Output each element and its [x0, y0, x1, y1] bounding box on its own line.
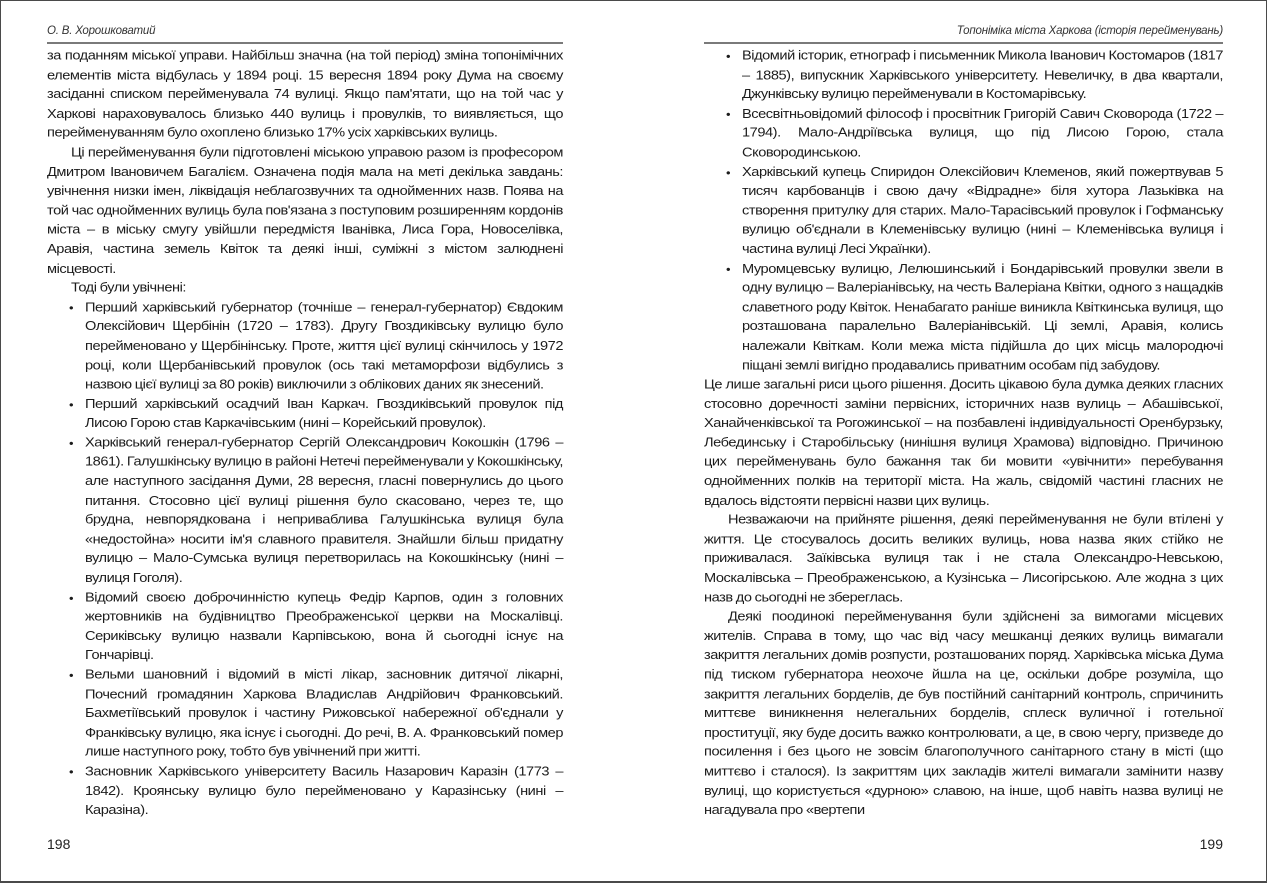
list-item-text: Перший харківський губернатор (точніше – генерал-губернатор) Євдоким Олексійович Щербінін (1720 – 1783). Другу Гвоздиківську вулицю було перейменовано у Щербінінську. Проте, життя цієї вулиці скінчилось у 1972 році, коли Щербанівський провулок (ось такі метаморфози відбулись з назвою цієї вулиці за 80 років) виключили з облікових даних як знесений. — [85, 300, 563, 392]
header-rule — [47, 42, 563, 44]
list-item-text: Всесвітньовідомий філософ і просвітник Григорій Савич Сковорода (1722 – 1794). Мало-Андріївська вулиця, що під Лисою Горою, стала Сковородинською. — [742, 106, 1223, 160]
list-item — [704, 47, 1223, 105]
right-page — [704, 1, 1223, 881]
bullet-list — [47, 298, 563, 820]
list-item-text: Вельми шановний і відомий в місті лікар, засновник дитячої лікарні, Почесний громадянин Харкова Владислав Андрійович Франковський. Бахметіївський провулок і частину Рижовської набережної об'єднали у Франківську вулицю, яка існує і сьогодні. До речі, В. А. Франковський помер лише наступного року, тобто був увічнений при житті. — [85, 667, 563, 760]
list-item-text: Харківський купець Спиридон Олексійович Клеменов, який пожертвував 5 тисяч карбованців і свою дачу «Відрадне» біля хутора Лазьківка на створення притулку для старих. Мало-Тарасівський провулок і Гофманську вулицю об'єднали в Клеменівську вулицю (нині – Клеменівська вулиця і частина вулиці Лесі Українки). — [742, 164, 1223, 257]
list-item-text: Харківський генерал-губернатор Сергій Олександрович Кокошкін (1796 – 1861). Галушкінську вулицю в районі Нетечі перейменували у Кокошкінську, але наступного засідання Думи, 28 вересня, гласні повернулись до цього питання. Стосовно цієї вулиці рішення було скасовано, через те, що брудна, невпорядкована і неприваблива Галушкінська вулиця була «недостойна» носити ім'я славного правителя. Знайшли більш придатну вулицю – Мало-Сумська вулиця перетворилась на Кокошкінську (нині – вулиця Гоголя). — [85, 435, 563, 586]
list-item — [47, 763, 563, 821]
list-item — [47, 589, 563, 666]
bullet-icon: • — [726, 262, 731, 276]
list-item — [704, 260, 1223, 376]
page-number: 198 — [47, 836, 71, 852]
list-item-text: Відомий своєю доброчинністю купець Федір Карпов, один з головних жертовників на будівництво Преображенської церкви на Москалівці. Сериківську вулицю назвали Карпівською, вона й сьогодні існує на Гончарівці. — [85, 590, 563, 663]
bullet-icon: • — [69, 436, 74, 451]
bullet-icon: • — [726, 165, 731, 180]
list-item — [47, 395, 563, 434]
list-item — [704, 105, 1223, 163]
list-item-text: Відомий історик, етнограф і письменник Микола Іванович Костомаров (1817 – 1885), випускник Харківського університету. Невеличку, в два квартали, Джунківську вулицю перейменували в Костомарівську. — [742, 48, 1223, 102]
list-item-text: Перший харківський осадчий Іван Каркач. Гвоздиківський провулок під Лисою Горою став Каркачівським (нині – Корейський провулок). — [85, 396, 563, 431]
running-head-title: Топоніміка міста Харкова (історія перейменувань) — [956, 25, 1223, 37]
list-item-text: Засновник Харківського університету Василь Назарович Каразін (1773 – 1842). Кроянську вулицю було перейменовано у Каразінську (нині – Каразіна). — [85, 764, 563, 818]
paragraph: Незважаючи на прийняте рішення, деякі перейменування не були втілені у життя. Це стосувалось досить великих вулиць, нова назва яких стійко не приживалася. Заїківська вулиця так і не стала Олександро-Невською, Москалівська – Преображенською, а Кузінська – Лисогірською. Але жодна з цих назв до сьогодні не збереглась. — [704, 513, 1223, 605]
paragraph: Ці перейменування були підготовлені міською управою разом із професором Дмитром Івановичем Багалієм. Означена подія мала на меті декілька завдань: увічнення низки імен, ліквідація неблагозвучних та однойменних назв. Поява на той час однойменних вулиць була пов'язана з поступовим розширенням кордонів міста – в міську смугу увійшли передмістя Іванівка, Лиса Гора, Новоселівка, Аравія, частина земель Квіток та деякі інші, суміжні з містом залюднені місцевості. — [47, 145, 563, 276]
bullet-icon: • — [726, 107, 731, 122]
list-item — [47, 298, 563, 395]
list-item — [704, 163, 1223, 260]
bullet-icon: • — [69, 765, 74, 779]
list-item — [47, 666, 563, 763]
paragraph: за поданням міської управи. Найбільш значна (на той період) зміна топонімічних елементів міста відбулась у 1894 році. 15 вересня 1894 року Дума на своєму засіданні списком перейменувала 74 вулиці. Якщо пам'ятати, що на той час у Харкові нараховувалось близько 440 вулиць і провулків, то виявляється, що перейменуванням було охоплено близько 17% усіх харківських вулиць. — [47, 48, 563, 141]
header-rule — [704, 42, 1223, 44]
list-item — [47, 434, 563, 589]
paragraph: Це лише загальні риси цього рішення. Досить цікавою була думка деяких гласних стосовно доречності заміни первісних, історичних назв вулиць – Абашівської, Ханайченківської та Рогожинської – на позбавлені індивідуальності Оренбурзьку, Лебединську і Старобільську (нинішня вулиця Храмова) відповідно. Причиною цих перейменувань було бажання так би мовити «увічнити» перебування однойменних полків на території міста. На жаль, свідомій частині гласних не вдалось відстояти первісні назви цих вулиць. — [704, 377, 1223, 509]
paragraph: Тоді були увічнені: — [71, 280, 186, 296]
list-item-text: Муромцевську вулицю, Лелюшинський і Бондарівський провулки звели в одну вулицю – Валеріанівську, на честь Валеріана Квітки, одного з нащадків славетного роду Квіток. Ненабагато раніше виникла Квіткинська вулиця, що розташована паралельно Валеріанівській. Ці землі, Аравія, колись належали Квіткам. Коли межа міста підійшла до цих місць малородючі піщані землі вигідно продавались приватним особам під забудову. — [742, 261, 1223, 373]
page-number: 199 — [1199, 836, 1223, 852]
bullet-icon: • — [69, 668, 74, 683]
bullet-list — [704, 47, 1223, 376]
paragraph: Деякі поодинокі перейменування були здійснені за вимогами місцевих жителів. Справа в тому, що час від часу мешканці деяких вулиць вимагали закриття легальних домів розпусти, розташованих поряд. Харківська міська Дума під тиском губернатора неохоче йшла на це, оскільки добре розуміла, що закриття легальних борделів, де був постійний санітарний контроль, спричинить миттєве виникнення нелегальних борделів, сплеск вуличної і готельної проституції, яку буде досить важко контролювати, а це, в свою чергу, призведе до посилення і без цього не зовсім благополучного санітарного стану в місті (що миттєво і сталося). Із закриттям цих закладів жителі вимагали замінити назву вулиці, що користується «дурною» славою, на інше, щоб навіть назва вулиці не нагадувала про «вертепи — [704, 609, 1223, 818]
bullet-icon: • — [69, 591, 74, 605]
bullet-icon: • — [726, 49, 731, 64]
right-body-text — [704, 47, 1223, 821]
bullet-icon: • — [69, 397, 74, 412]
running-head-author: О. В. Хорошковатий — [47, 25, 156, 37]
bullet-icon: • — [69, 301, 74, 315]
left-page — [47, 1, 563, 881]
left-body-text — [47, 47, 563, 821]
